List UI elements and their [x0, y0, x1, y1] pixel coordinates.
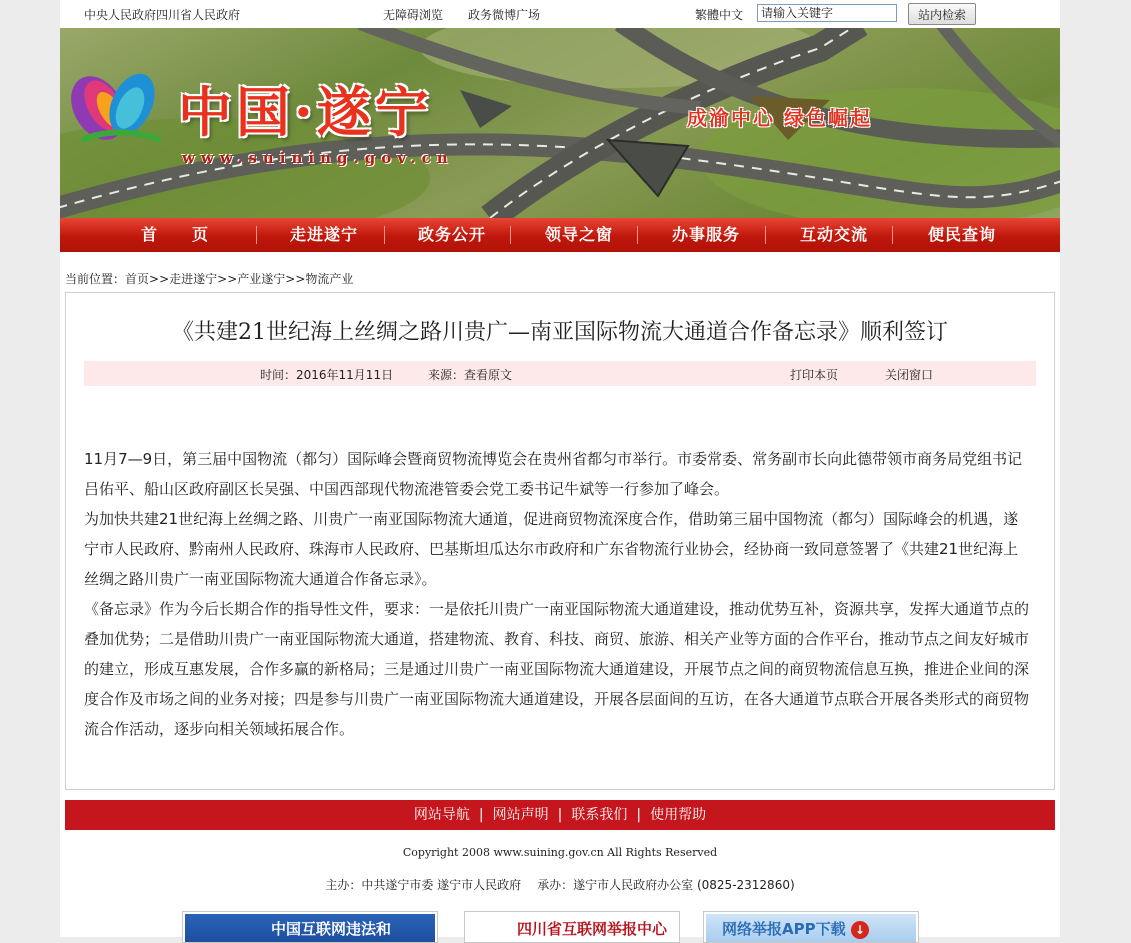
illegal-info-report-label: 中国互联网违法和 — [185, 914, 435, 942]
nav-separator — [256, 226, 257, 244]
accessibility-link[interactable]: 无障碍浏览 — [383, 8, 444, 22]
report-app-download-label — [706, 914, 916, 942]
article-meta-bar — [84, 361, 1036, 386]
article-source-link[interactable]: 来源：查看原文 — [428, 368, 513, 382]
organizer-info: 承办：遂宁市人民政府办公室 (0825-2312860) — [537, 878, 795, 892]
nav-home[interactable]: 首 页 — [140, 225, 209, 244]
nav-public-query[interactable]: 便民查询 — [927, 225, 996, 244]
nav-separator — [892, 226, 893, 244]
breadcrumb-about-suining[interactable]: 走进遂宁 — [169, 272, 218, 286]
print-page-link[interactable]: 打印本页 — [790, 368, 839, 382]
breadcrumb-separator: >> — [149, 272, 170, 286]
search-input[interactable] — [757, 4, 897, 22]
article-paragraph: 为加快共建21世纪海上丝绸之路、川贵广一南亚国际物流大通道，促进商贸物流深度合作，借助第三届中国物流（都匀）国际峰会的机遇，遂宁市人民政府、黔南州人民政府、珠海市人民政府、巴基斯坦瓜达尔市政府和广东省物流行业协会，经协商一致同意签署了《共建21世纪海上丝绸之路川贵广一南亚国际物流大通道合作备忘录》。 — [84, 510, 1019, 588]
host-info: 主办：中共遂宁市委 遂宁市人民政府 — [325, 878, 522, 892]
nav-about-suining[interactable]: 走进遂宁 — [289, 225, 358, 244]
breadcrumb-separator: >> — [217, 272, 238, 286]
report-app-download-badge[interactable] — [703, 911, 919, 943]
nav-services[interactable]: 办事服务 — [671, 225, 740, 244]
article-time: 时间：2016年11月11日 — [260, 368, 394, 382]
logo-text: 中国·遂宁 — [178, 80, 433, 144]
traditional-chinese-link[interactable]: 繁體中文 — [695, 8, 744, 22]
article-paragraph: 11月7—9日，第三届中国物流（都匀）国际峰会暨商贸物流博览会在贵州省都匀市举行。市委常委、常务副市长向此德带领市商务局党组书记吕佑平、船山区政府副区长吴强、中国西部现代物流港管委会党工委书记牛斌等一行参加了峰会。 — [84, 450, 1023, 498]
main-nav — [60, 218, 1060, 252]
download-arrow-icon: ↓ — [851, 921, 869, 939]
banner — [60, 28, 1060, 218]
illegal-info-report-badge[interactable] — [182, 911, 438, 943]
copyright: Copyright 2008 www.suining.gov.cn All Rights Reserved — [402, 846, 718, 859]
nav-gov-affairs[interactable]: 政务公开 — [417, 225, 486, 244]
slogan: 成渝中心 绿色崛起 — [687, 106, 872, 130]
breadcrumb-separator: >> — [285, 272, 306, 286]
sponsor-info — [60, 876, 1060, 893]
sichuan-report-center-label: 四川省互联网举报中心 — [467, 914, 677, 942]
nav-separator — [384, 226, 385, 244]
breadcrumb-home[interactable]: 首页 — [125, 272, 150, 286]
breadcrumb-prefix: 当前位置： — [65, 272, 126, 286]
footer-separator: | — [478, 807, 484, 823]
footer-nav — [65, 800, 1055, 830]
footer-separator: | — [636, 807, 642, 823]
breadcrumb-industry[interactable]: 产业遂宁 — [237, 272, 286, 286]
nav-separator — [765, 226, 766, 244]
article-content — [84, 444, 1032, 744]
report-app-download-text: 网络举报APP下载 — [722, 920, 846, 938]
article-panel — [65, 292, 1055, 790]
site-search-button[interactable]: 站内检索 — [908, 3, 976, 25]
sichuan-report-center-badge[interactable] — [464, 911, 680, 943]
footer-statement-link[interactable]: 网站声明 — [492, 807, 549, 823]
page — [60, 0, 1060, 937]
article-paragraph: 《备忘录》作为今后长期合作的指导性文件，要求：一是依托川贵广一南亚国际物流大通道建设，推动优势互补，资源共享，发挥大通道节点的叠加优势；二是借助川贵广一南亚国际物流大通道，搭建物流、教育、科技、商贸、旅游、相关产业等方面的合作平台，推动节点之间友好城市的建立，形成互惠发展，合作多赢的新格局；三是通过川贵广一南亚国际物流大通道建设，开展节点之间的商贸物流信息互换，推进企业间的深度合作及市场之间的业务对接；四是参与川贵广一南亚国际物流大通道建设，开展各层面间的互访，在各大通道节点联合开展各类形式的商贸物流合作活动，逐步向相关领域拓展合作。 — [84, 600, 1030, 738]
footer-help-link[interactable]: 使用帮助 — [650, 807, 707, 823]
nav-separator — [637, 226, 638, 244]
close-window-link[interactable]: 关闭窗口 — [885, 368, 934, 382]
gov-links[interactable]: 中央人民政府四川省人民政府 — [84, 8, 241, 22]
nav-interaction[interactable]: 互动交流 — [799, 225, 868, 244]
article-title: 《共建21世纪海上丝绸之路川贵广—南亚国际物流大通道合作备忘录》顺利签订 — [172, 320, 948, 345]
footer-contact-link[interactable]: 联系我们 — [571, 807, 628, 823]
weibo-square-link[interactable]: 政务微博广场 — [468, 8, 541, 22]
breadcrumb — [65, 270, 353, 287]
footer-separator: | — [557, 807, 563, 823]
top-bar — [60, 0, 1060, 28]
logo-url: www.suining.gov.cn — [182, 149, 454, 167]
nav-separator — [510, 226, 511, 244]
breadcrumb-logistics[interactable]: 物流产业 — [305, 272, 354, 286]
nav-leaders[interactable]: 领导之窗 — [544, 225, 613, 244]
footer-site-nav-link[interactable]: 网站导航 — [413, 807, 470, 823]
